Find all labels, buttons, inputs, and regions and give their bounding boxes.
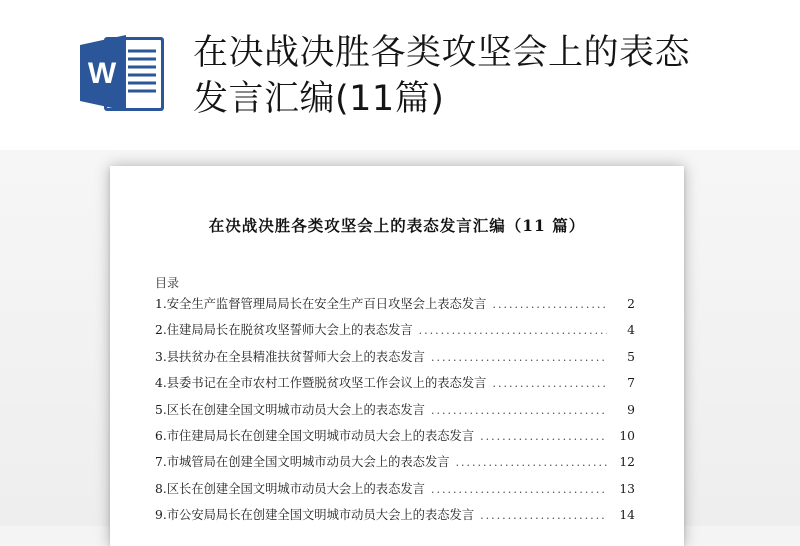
toc-leader-dots bbox=[431, 404, 607, 417]
document-title: 在决战决胜各类攻坚会上的表态发言汇编（11 篇） bbox=[208, 216, 586, 235]
word-icon-letter: W bbox=[87, 57, 117, 90]
toc-entry-page: 5 bbox=[627, 349, 635, 364]
toc-entry-page: 9 bbox=[627, 402, 635, 417]
toc-entry-text: 3.县扶贫办在全县精准扶贫誓师大会上的表态发言 bbox=[155, 349, 425, 364]
toc-entry-page: 12 bbox=[619, 455, 635, 470]
toc-leader-dots bbox=[492, 377, 607, 390]
page-title-line-1: 在决战决胜各类攻坚会上的表态 bbox=[193, 33, 691, 73]
toc-entry-text: 9.市公安局局长在创建全国文明城市动员大会上的表态发言 bbox=[155, 508, 475, 523]
toc-entry-text: 7.市城管局在创建全国文明城市动员大会上的表态发言 bbox=[155, 455, 450, 470]
toc-entry[interactable] bbox=[155, 452, 635, 478]
toc-entry-page: 7 bbox=[627, 376, 635, 391]
toc-entry-text: 2.住建局局长在脱贫攻坚誓师大会上的表态发言 bbox=[155, 323, 413, 338]
toc-entry[interactable] bbox=[155, 294, 635, 320]
table-of-contents bbox=[155, 294, 635, 532]
page-title bbox=[193, 30, 783, 122]
page-title-line-2: 发言汇编(11篇) bbox=[193, 79, 445, 119]
toc-entry[interactable] bbox=[155, 373, 635, 399]
toc-leader-dots bbox=[431, 351, 607, 364]
toc-entry-text: 6.市住建局局长在创建全国文明城市动员大会上的表态发言 bbox=[155, 428, 475, 443]
toc-entry-text: 1.安全生产监督管理局局长在安全生产百日攻坚会上表态发言 bbox=[155, 297, 487, 311]
toc-leader-dots bbox=[492, 298, 607, 311]
toc-entry[interactable] bbox=[155, 426, 635, 452]
toc-leader-dots bbox=[419, 324, 607, 337]
toc-leader-dots bbox=[456, 456, 607, 469]
toc-entry-page: 10 bbox=[619, 428, 635, 443]
toc-entry-page: 13 bbox=[619, 481, 635, 496]
toc-entry-page: 4 bbox=[627, 323, 635, 338]
toc-heading: 目录 bbox=[155, 276, 180, 290]
toc-entry-text: 4.县委书记在全市农村工作暨脱贫攻坚工作会议上的表态发言 bbox=[155, 376, 487, 391]
toc-entry[interactable] bbox=[155, 479, 635, 505]
toc-entry[interactable] bbox=[155, 505, 635, 531]
toc-leader-dots bbox=[480, 430, 607, 443]
toc-entry-page: 14 bbox=[619, 508, 635, 523]
header-banner bbox=[0, 0, 800, 150]
toc-entry[interactable] bbox=[155, 320, 635, 346]
toc-leader-dots bbox=[431, 483, 607, 496]
toc-entry[interactable] bbox=[155, 347, 635, 373]
document-page-preview bbox=[110, 166, 684, 546]
toc-entry-text: 8.区长在创建全国文明城市动员大会上的表态发言 bbox=[155, 481, 425, 496]
toc-entry-text: 5.区长在创建全国文明城市动员大会上的表态发言 bbox=[155, 402, 425, 417]
word-document-icon bbox=[76, 31, 168, 115]
toc-entry-page: 2 bbox=[627, 297, 635, 311]
toc-leader-dots bbox=[480, 509, 607, 522]
toc-entry[interactable] bbox=[155, 400, 635, 426]
